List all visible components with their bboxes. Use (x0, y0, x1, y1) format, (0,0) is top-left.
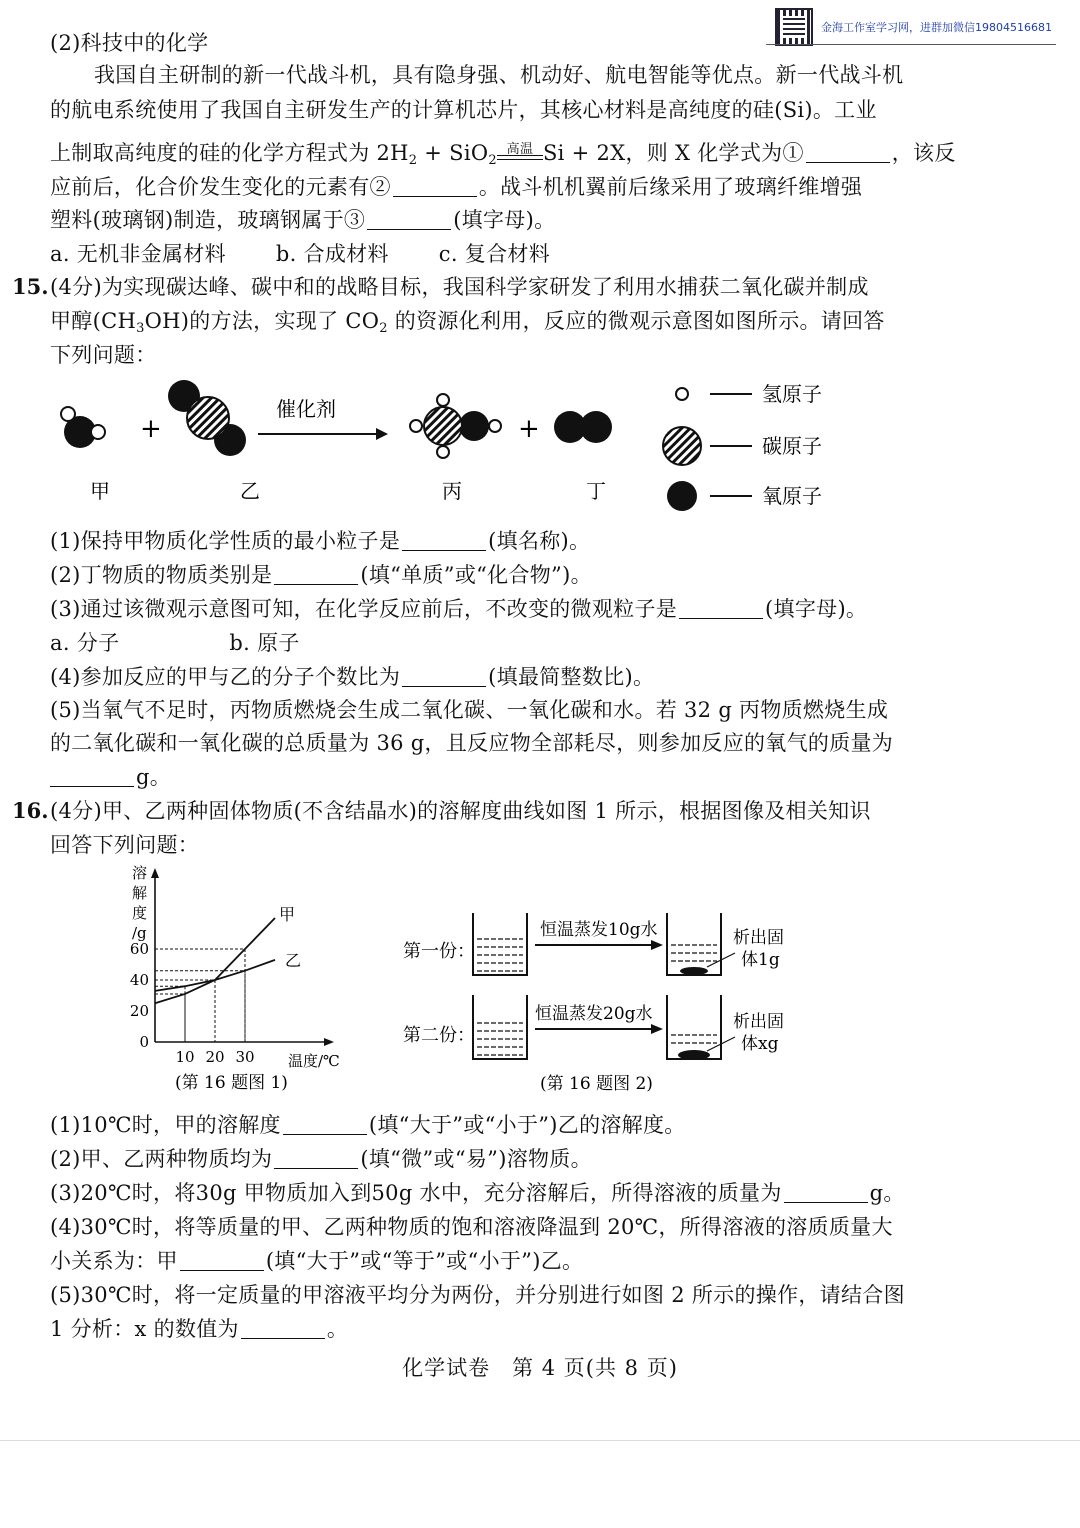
answer-blank-q15-1[interactable] (402, 530, 486, 551)
curve-label-yi: 乙 (285, 950, 302, 970)
q16-sub4-line1: (4)30℃时，将等质量的甲、乙两种物质的饱和溶液降温到 20℃，所得溶液的溶质质量大 (50, 1215, 893, 1239)
answer-blank-q16-3[interactable] (784, 1182, 868, 1203)
q15-sub3: (3)通过该微观示意图可知，在化学反应前后，不改变的微观粒子是 (填字母)。 (50, 597, 868, 621)
answer-blank-q15-4[interactable] (402, 666, 486, 687)
q14-text-line-2: 的航电系统使用了我国自主研发生产的计算机芯片，其核心材料是高纯度的硅(Si)。工业 (50, 98, 877, 122)
q15-number: 15. (12, 274, 49, 299)
y-axis-label-char: 解 (132, 884, 148, 902)
x-tick-label: 30 (235, 1048, 255, 1066)
row2-operation: 恒温蒸发20g水 (535, 1004, 653, 1024)
q16-text-line-2: 回答下列问题： (50, 833, 200, 857)
precipitate-icon (678, 1050, 710, 1060)
beaker-row-1 (403, 913, 784, 975)
oxygen-atom-icon (667, 481, 697, 511)
micro-reaction-diagram (40, 372, 860, 522)
answer-blank-q16-1[interactable] (283, 1114, 367, 1135)
answer-blank-q16-2[interactable] (274, 1148, 358, 1169)
x-axis-arrow-icon (324, 1038, 334, 1046)
carbon-atom-icon (663, 427, 701, 465)
q14-options (50, 239, 880, 269)
y-tick-label: 40 (129, 971, 149, 989)
header-text: 金海工作室学习网，进群加微信19804516681 (821, 21, 1052, 34)
x-tick-label: 20 (205, 1048, 225, 1066)
q15-text-line-1: (4分)为实现碳达峰、碳中和的战略目标，我国科学家研发了利用水捕获二氧化碳并制成 (50, 275, 869, 299)
diagram-legend (663, 382, 822, 511)
answer-blank-q15-3[interactable] (679, 598, 763, 619)
beaker-row-2 (403, 995, 784, 1060)
curve-label-jia: 甲 (279, 905, 296, 924)
answer-blank-1[interactable] (806, 142, 890, 163)
reaction-condition: 高温 (497, 151, 543, 160)
row2-result-1: 析出固 (733, 1012, 784, 1032)
x-axis-label: 温度/℃ (288, 1052, 340, 1070)
beaker-icon (473, 995, 527, 1059)
fig1-caption: (第 16 题图 1) (175, 1073, 288, 1093)
arrow-head-icon (651, 940, 663, 950)
q15-sub1: (1)保持甲物质化学性质的最小粒子是 (填名称)。 (50, 529, 591, 553)
q15-sub4: (4)参加反应的甲与乙的分子个数比为 (填最简整数比)。 (50, 665, 655, 689)
beaker-icon (667, 995, 721, 1059)
q14-text-line-5: 塑料(玻璃钢)制造，玻璃钢属于③ (填字母)。 (50, 208, 556, 232)
y-axis-label-char: 度 (132, 904, 148, 922)
legend-carbon: 碳原子 (762, 434, 822, 458)
q14-part2-title: (2)科技中的化学 (50, 31, 209, 55)
answer-blank-q15-5[interactable] (50, 766, 134, 787)
catalyst-label: 催化剂 (276, 397, 336, 421)
row1-result-1: 析出固 (733, 928, 784, 948)
answer-blank-2[interactable] (393, 176, 477, 197)
answer-blank-q16-4[interactable] (180, 1250, 264, 1271)
precipitate-icon (680, 967, 708, 975)
legend-hydrogen: 氢原子 (762, 382, 822, 406)
q16-text-line-1: (4分)甲、乙两种固体物质(不含结晶水)的溶解度曲线如图 1 所示，根据图像及相关知识 (50, 799, 871, 823)
label-yi: 乙 (240, 479, 260, 503)
molecule-yi (168, 380, 246, 456)
label-bing: 丙 (442, 479, 462, 503)
page-footer: 化学试卷 第 4 页(共 8 页) (402, 1356, 678, 1380)
q14-text-line-1: 我国自主研制的新一代战斗机，具有隐身强、机动好、航电智能等优点。新一代战斗机 (94, 63, 904, 87)
y-tick-label: 20 (129, 1002, 149, 1020)
answer-blank-3[interactable] (367, 209, 451, 230)
answer-blank-q15-2[interactable] (274, 564, 358, 585)
q16-sub5-line2: 1 分析：x 的数值为 。 (50, 1317, 349, 1341)
q14-equation-line: 上制取高纯度的硅的化学方程式为 $2H_2 + SiO_2$ 高温 Si + 2X，则 X 化学式为① ，该反 (50, 141, 956, 168)
q15-sub3-options (50, 628, 880, 658)
q15-sub2: (2)丁物质的物质类别是 (填“单质”或“化合物”)。 (50, 563, 592, 587)
q15-option-b: b. 原子 (229, 631, 300, 655)
q15-sub5-line3: g。 (50, 762, 880, 792)
q14-text-line-4: 应前后，化合价发生变化的元素有② 。战斗机机翼前后缘采用了玻璃纤维增强 (50, 175, 863, 199)
arrow-head-icon (376, 428, 388, 440)
q15-sub5-line1: (5)当氧气不足时，丙物质燃烧会生成二氧化碳、一氧化碳和水。若 32 g 丙物质燃烧生成 (50, 698, 889, 722)
row1-label: 第一份： (403, 941, 475, 962)
plus-sign-1: + (140, 414, 162, 444)
page-bottom-rule (0, 1440, 1080, 1441)
q15-sub5-line2: 的二氧化碳和一氧化碳的总质量为 36 g，且反应物全部耗尽，则参加反应的氧气的质量为 (50, 731, 894, 755)
row1-operation: 恒温蒸发10g水 (540, 920, 658, 940)
molecule-bing (410, 394, 501, 458)
q16-sub5-line1: (5)30℃时，将一定质量的甲溶液平均分为两份，并分别进行如图 2 所示的操作，请结合图 (50, 1283, 905, 1307)
row2-result-2: 体xg (741, 1034, 779, 1054)
q16-sub2: (2)甲、乙两种物质均为 (填“微”或“易”)溶物质。 (50, 1147, 592, 1171)
beaker-icon (667, 913, 721, 975)
molecule-jia (61, 407, 105, 448)
plus-sign-2: + (518, 414, 540, 444)
option-b: b. 合成材料 (275, 242, 389, 266)
q15-option-a: a. 分子 (50, 631, 120, 655)
q16-sub1: (1)10℃时，甲的溶解度 (填“大于”或“小于”)乙的溶解度。 (50, 1113, 686, 1137)
legend-oxygen: 氧原子 (762, 484, 822, 508)
label-ding: 丁 (586, 479, 606, 503)
fig2-caption: (第 16 题图 2) (540, 1074, 653, 1094)
q16-number: 16. (12, 798, 49, 823)
molecule-ding (554, 411, 612, 443)
y-axis-label-char: /g (132, 924, 147, 942)
x-tick-label: 10 (175, 1048, 195, 1066)
q16-sub3: (3)20℃时，将30g 甲物质加入到50g 水中，充分溶解后，所得溶液的质量为 g。 (50, 1181, 905, 1205)
row1-result-2: 体1g (741, 950, 780, 970)
y-axis-arrow-icon (151, 868, 159, 878)
beaker-icon (473, 913, 527, 975)
solubility-chart (120, 862, 350, 1102)
evaporation-diagram (395, 895, 815, 1105)
q15-text-line-3: 下列问题： (50, 343, 157, 367)
y-tick-label: 0 (139, 1033, 149, 1051)
option-a: a. 无机非金属材料 (50, 242, 226, 266)
y-axis-label-char: 溶 (132, 864, 148, 882)
row2-label: 第二份： (403, 1025, 475, 1046)
q15-text-line-2: 甲醇$(CH_3OH)$的方法，实现了 $CO_2$ 的资源化利用，反应的微观示意图如图所示。请回答 (50, 309, 885, 336)
answer-blank-q16-5[interactable] (241, 1318, 325, 1339)
hydrogen-atom-icon (676, 388, 688, 400)
option-c: c. 复合材料 (438, 242, 550, 266)
q16-sub4-line2: 小关系为：甲 (填“大于”或“等于”或“小于”)乙。 (50, 1249, 584, 1273)
arrow-head-icon (651, 1024, 663, 1034)
label-jia: 甲 (90, 479, 110, 503)
y-tick-label: 60 (129, 940, 149, 958)
